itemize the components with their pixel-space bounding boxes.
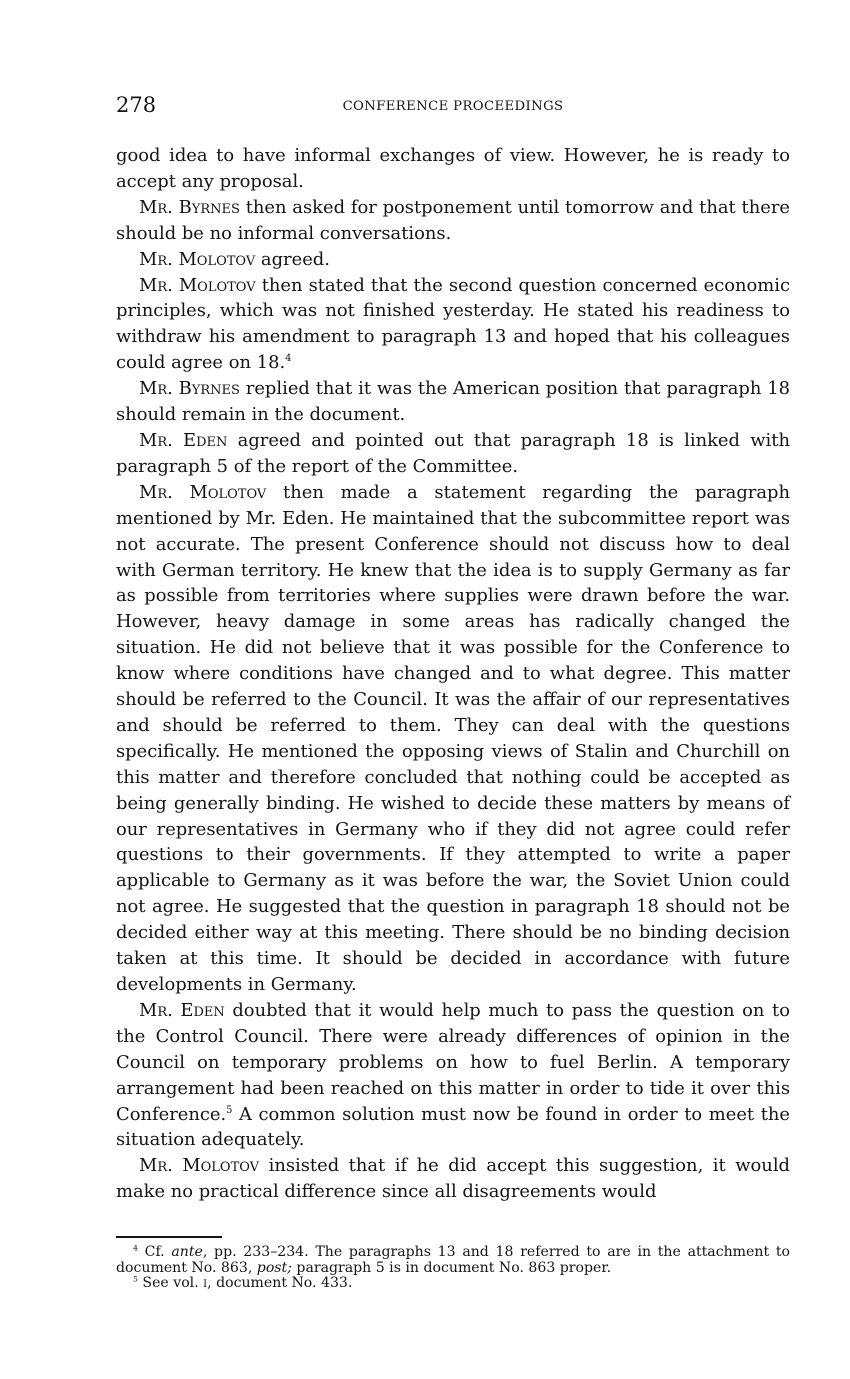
paragraph: [116, 1153, 790, 1205]
paragraph-text: good idea to have informal exchanges of view. However, he is ready to accept any proposal.: [116, 145, 790, 192]
paragraph: [116, 195, 790, 247]
volume-numeral: i: [203, 1275, 208, 1291]
speaker-name: Mr. Eden: [139, 429, 228, 451]
body-text: [116, 143, 790, 1205]
paragraph-text: doubted that it would help much to pass the question on to the Control Council. There were already differences of opinion in the Council on temporary problems on how to fuel Berlin. A temporary arrangement had been reached on this matter in order to tide it over this Conference.: [116, 999, 790, 1125]
footnote-text: Cf.: [137, 1244, 172, 1260]
paragraph: [116, 428, 790, 480]
paragraph: [116, 273, 790, 377]
footnote-text: , pp. 233–234. The paragraphs 13 and 18 referred to are in the attachment to document No. 863,: [116, 1244, 790, 1276]
speaker-name: Mr. Byrnes: [139, 378, 240, 400]
paragraph-text: A common solution must now be found in order to meet the situation adequately.: [116, 1103, 790, 1151]
footnotes: [116, 1245, 790, 1292]
paragraph-text: then asked for postponement until tomorrow and that there should be no informal conversations.: [116, 196, 790, 244]
footnote-reference: 4: [285, 353, 292, 365]
footnote-mark: 5: [133, 1274, 138, 1284]
paragraph: [116, 376, 790, 428]
speaker-name: Mr. Molotov: [139, 481, 267, 503]
speaker-name: Mr. Molotov: [139, 274, 256, 296]
speaker-name: Mr. Molotov: [139, 1155, 260, 1177]
speaker-name: Mr. Byrnes: [139, 196, 240, 218]
footnote-text: paragraph 5 is in document No. 863 proper.: [291, 1259, 612, 1276]
paragraph-text: insisted that if he did accept this suggestion, it would make no practical difference since all disagreements would: [116, 1155, 790, 1203]
paragraph: [116, 247, 790, 273]
page-header: [116, 93, 790, 123]
paragraph-continued: [116, 143, 790, 195]
paragraph-text: then stated that the second question concerned economic principles, which was not finished yesterday. He stated his readiness to withdraw his amendment to paragraph 13 and hoped that his colleagues could agree on 18.: [116, 274, 790, 374]
footnote-reference: 5: [226, 1104, 233, 1116]
paragraph: [116, 480, 790, 998]
speaker-name: Mr. Eden: [139, 999, 225, 1021]
paragraph-text: then made a statement regarding the paragraph mentioned by Mr. Eden. He maintained that the subcommittee report was not accurate. The present Conference should not discuss how to deal with German territory. He knew that the idea is to supply Germany as far as possible from territories where supplies were drawn before the war. However, heavy damage in some areas has radically changed the situation. He did not believe that it was possible for the Conference to know where conditions have changed and to what degree. This matter should be referred to the Council. It was the affair of our representatives and should be referred to them. They can deal with the questions specifically. He mentioned the opposing views of Stalin and Churchill on this matter and therefore concluded that nothing could be accepted as being generally binding. He wished to decide these matters by means of our representatives in Germany who if they did not agree could refer questions to their governments. If they attempted to write a paper applicable to Germany as it was before the war, the Soviet Union could not agree. He suggested that the question in paragraph 18 should not be decided either way at this meeting. There should be no binding decision taken at this time. It should be decided in accordance with future developments in Germany.: [116, 481, 790, 995]
paragraph-text: replied that it was the American position that paragraph 18 should remain in the document.: [116, 378, 790, 426]
paragraph-text: agreed and pointed out that paragraph 18 is linked with paragraph 5 of the report of the Committee.: [116, 429, 790, 477]
footnote-divider: [116, 1236, 222, 1238]
footnote-mark: 4: [133, 1243, 138, 1253]
speaker-name: Mr. Molotov: [139, 248, 256, 270]
footnote-italic: ante: [171, 1244, 203, 1260]
footnote-4: [116, 1245, 790, 1276]
footnote-5: [116, 1276, 790, 1292]
paragraph: [116, 998, 790, 1153]
page-number: 278: [116, 93, 157, 117]
paragraph-text: agreed.: [255, 248, 330, 270]
footnote-text: See vol.: [137, 1275, 204, 1291]
running-head: CONFERENCE PROCEEDINGS: [342, 99, 564, 114]
footnote-text: , document No. 433.: [207, 1275, 353, 1291]
footnote-italic: post;: [256, 1259, 292, 1276]
